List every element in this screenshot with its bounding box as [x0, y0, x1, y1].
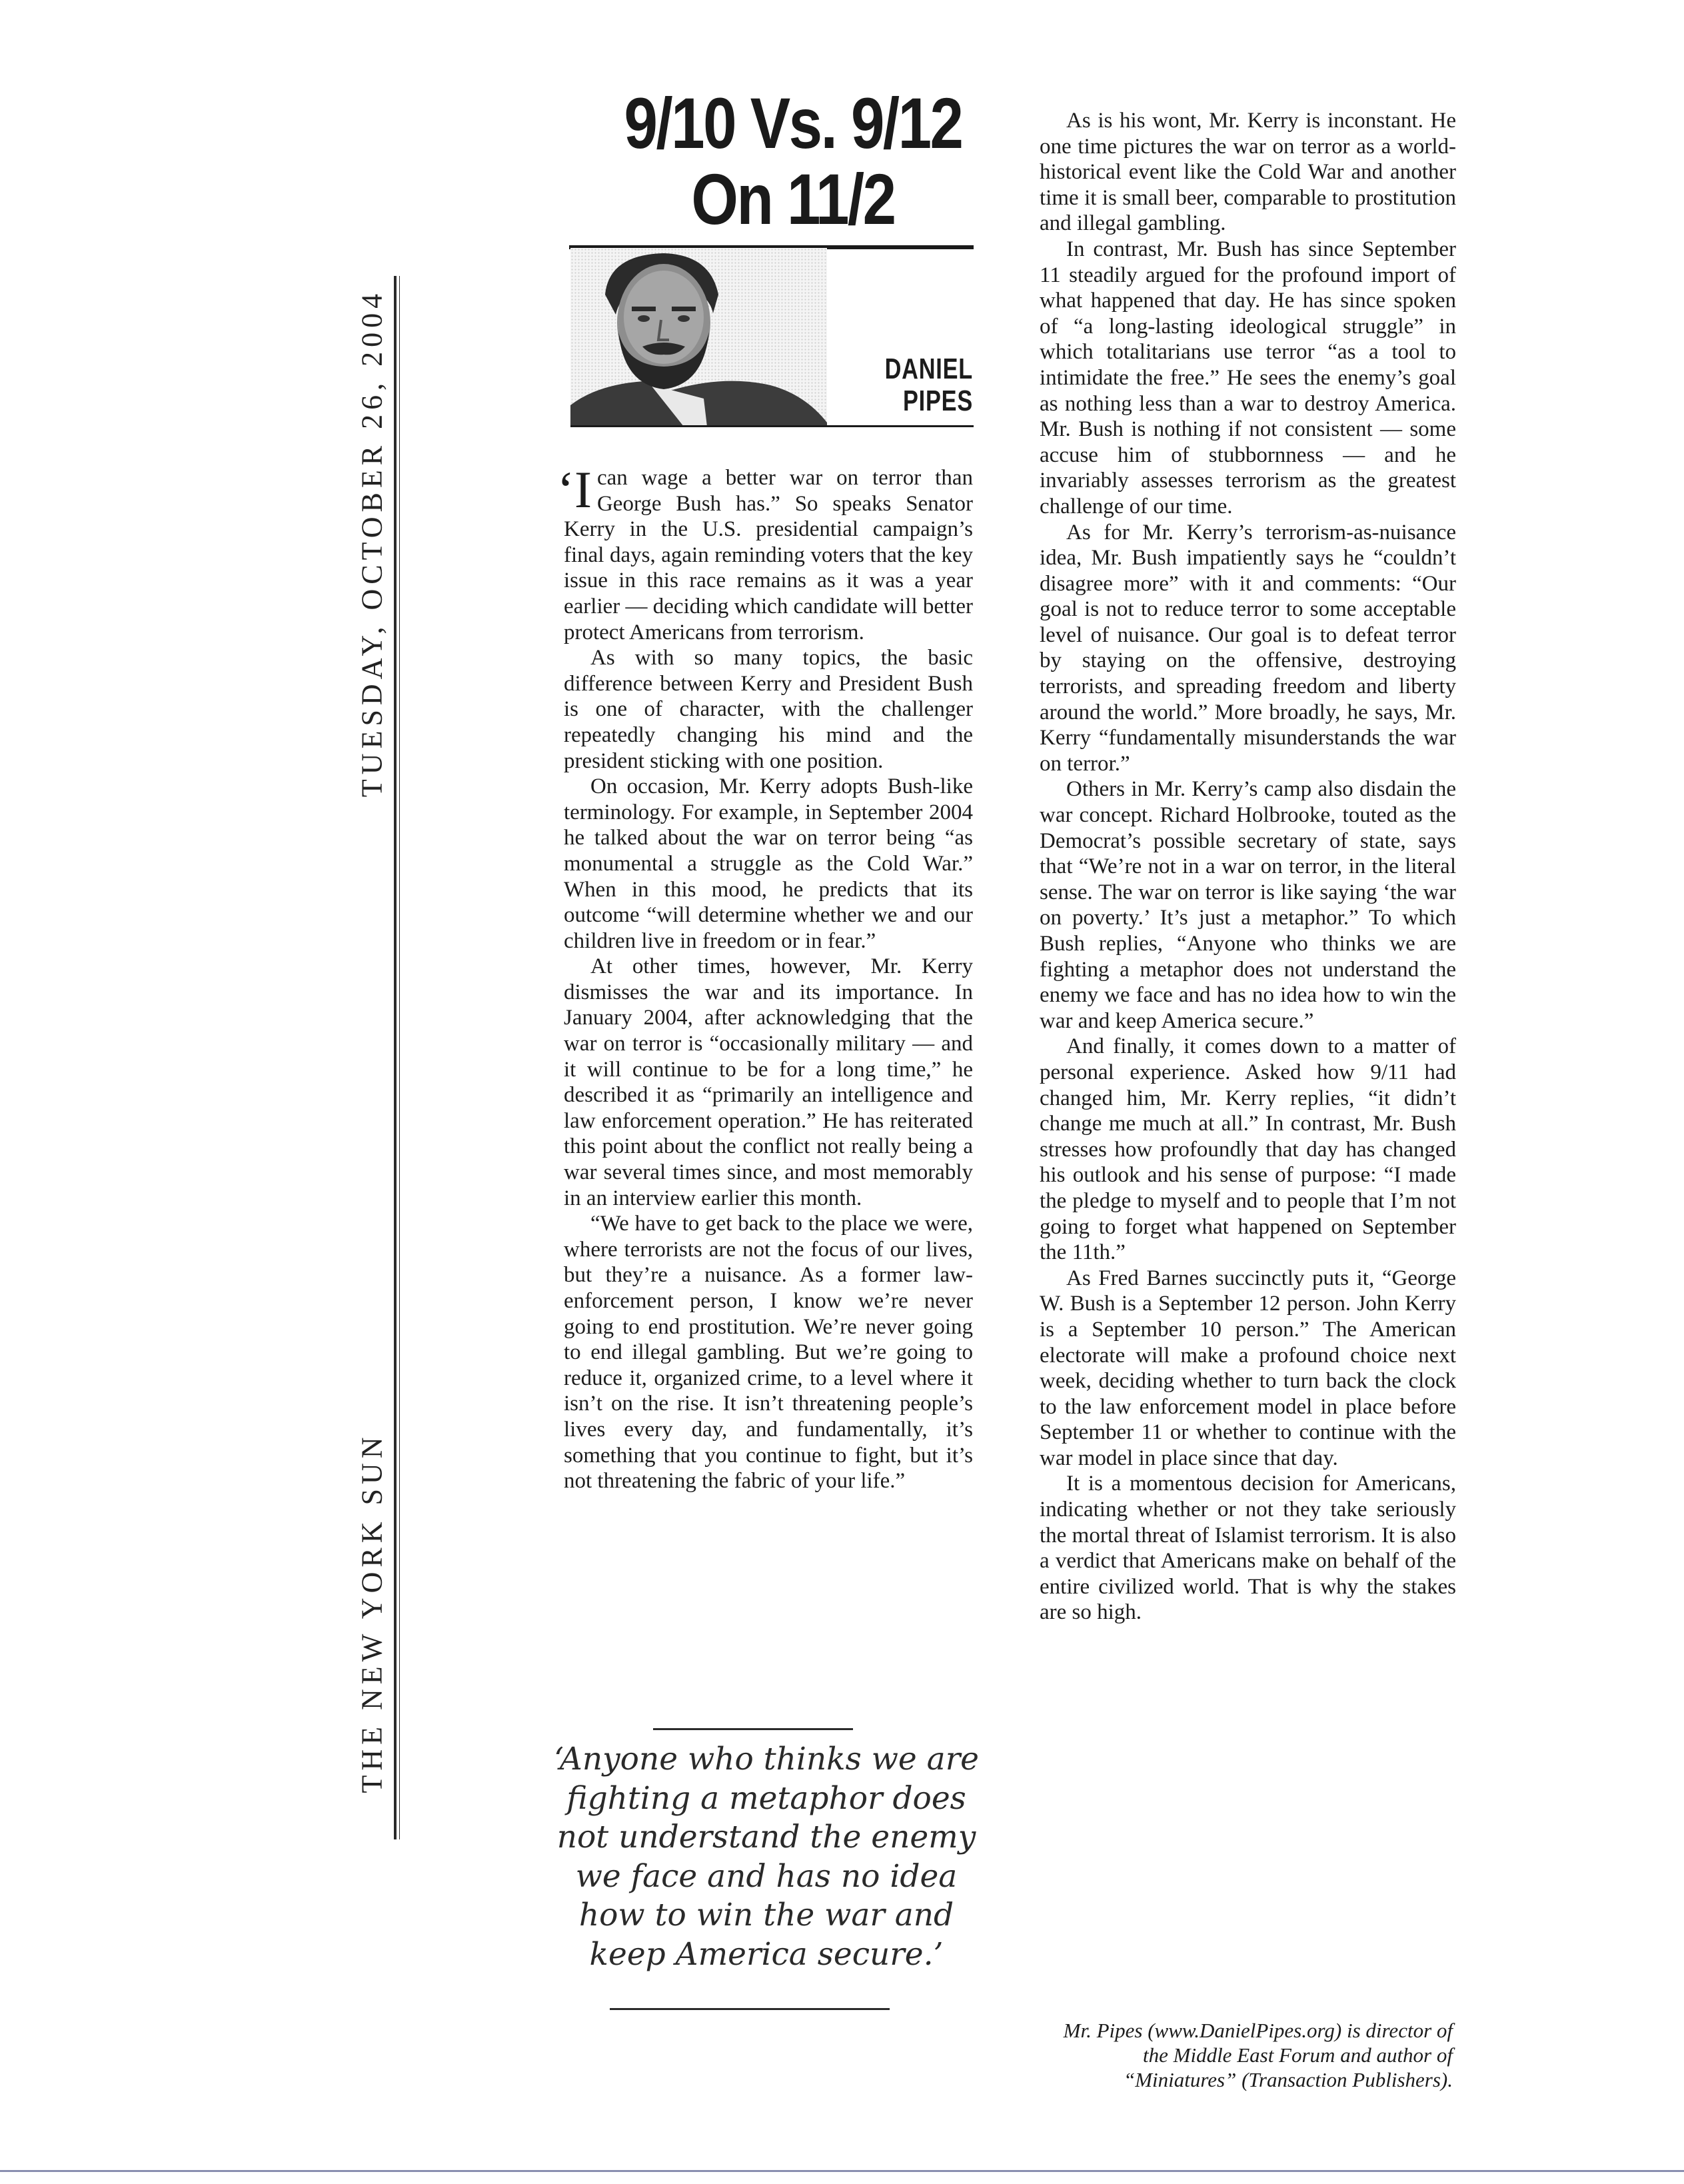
paragraph-text: can wage a better war on terror than George Bush has.” So speaks Senator Kerry in the U.S. presidential campaign’s final days, again reminding voters that the key issue in this race remains as it was a year earlier — deciding which candidate will better protect Americans from terrorism. [564, 466, 973, 644]
article-column-1 [557, 461, 973, 1494]
author-photo [570, 248, 827, 427]
photo-rule [570, 425, 974, 427]
dropcap [557, 461, 592, 519]
paragraph: “We have to get back to the place we were, where terrorists are not the focus of our lives, but they’re a nuisance. As a former law-enforcement person, I know we’re never going to end prostitution. We’re never going to end illegal gambling. But we’re going to reduce it, organized crime, to a level where it isn’t on the rise. It isn’t threatening people’s lives every day, and fundamentally, it’s something that you continue to fight, but it’s not threatening the fabric of your life.” [564, 1212, 973, 1494]
dateline: TUESDAY, OCTOBER 26, 2004 [355, 289, 389, 798]
author-last-name: PIPES [902, 385, 973, 417]
paragraph: In contrast, Mr. Bush has since September 11 steadily argued for the profound import of what happened that day. He has since spoken of “a long-lasting ideological struggle” in which totalitarians use terror “as a tool to intimidate the free.” He sees the enemy’s goal as nothing less than a war to destroy America. Mr. Bush is nothing if not consistent — some accuse him of stubbornness — and he invariably assesses terrorism as the greatest challenge of our time. [1040, 237, 1456, 519]
author-first-name: DANIEL [884, 353, 973, 385]
masthead-rule [394, 276, 397, 1839]
scan-edge-line [0, 2170, 1684, 2172]
paragraph: And finally, it comes down to a matter of personal experience. Asked how 9/11 had changed him, Mr. Kerry replies, “it didn’t change me much at all.” In contrast, Mr. Bush stresses how profoundly that day has changed his outlook and his sense of purpose: “I made the pledge to myself and to people that I’m not going to forget what happened on September the 11th.” [1040, 1034, 1456, 1265]
pullquote: ‘Anyone who thinks we are fighting a metaphor does not understand the enemy we face and has no idea how to win the war and keep America secure.’ [554, 1741, 979, 1973]
dropcap-letter: I [574, 461, 592, 519]
paragraph: At other times, however, Mr. Kerry dismisses the war and its importance. In January 2004, after acknowledging that the war on terror is “occasionally military — and it will continue to be for a long time,” he described it as “primarily an intelligence and law enforcement operation.” He has reiterated this point about the conflict not really being a war several times since, and most memorably in an interview earlier this month. [564, 954, 973, 1210]
paragraph: Others in Mr. Kerry’s camp also disdain the war concept. Richard Holbrooke, touted as the Democrat’s possible secretary of state, says that “We’re not in a war on terror, in the literal sense. The war on terror is like saying ‘the war on poverty.’ It’s just a metaphor.” To which Bush replies, “Anyone who thinks we are fighting a metaphor does not understand the enemy we face and has no idea how to win the war and keep America secure.” [1040, 777, 1456, 1033]
article-column-2 [1040, 108, 1456, 1626]
paragraph: As with so many topics, the basic difference between Kerry and President Bush is one of character, with the challenger repeatedly changing his mind and the president sticking with one position. [564, 646, 973, 773]
paragraph: It is a momentous decision for Americans, indicating whether or not they take seriously the mortal threat of Islamist terrorism. It is also a verdict that Americans make on behalf of the entire civilized world. That is why the stakes are so high. [1040, 1472, 1456, 1625]
open-quote: ‘ [557, 461, 574, 519]
paragraph: On occasion, Mr. Kerry adopts Bush-like terminology. For example, in September 2004 he talked about the war on terror being “as monumental a struggle as the Cold War.” When in this mood, he predicts that its outcome “will determine whether we and our children live in freedom or in fear.” [564, 774, 973, 953]
paragraph: As for Mr. Kerry’s terrorism-as-nuisance idea, Mr. Bush impatiently says he “couldn’t disagree more” with it and comments: “Our goal is not to reduce terror to some acceptable level of nuisance. Our goal is to defeat terror by staying on the offensive, destroying terrorists, and spreading freedom and liberty around the world.” More broadly, he says, Mr. Kerry “fundamentally misunderstands the war on terror.” [1040, 520, 1456, 776]
pullquote-rule-bottom [610, 2008, 890, 2010]
author-bio: Mr. Pipes (www.DanielPipes.org) is director of the Middle East Forum and author of “Miniatures” (Transaction Publishers). [1063, 2019, 1453, 2091]
paragraph: As is his wont, Mr. Kerry is inconstant. He one time pictures the war on terror as a world-historical event like the Cold War and another time it is small beer, comparable to prostitution and illegal gambling. [1040, 109, 1456, 236]
author-byline [869, 353, 973, 417]
headline [586, 85, 1000, 237]
pullquote-rule-top [653, 1728, 853, 1730]
headline-line-2: On 11/2 [691, 159, 895, 239]
masthead-rule-thin [399, 276, 400, 1839]
headline-line-1: 9/10 Vs. 9/12 [624, 83, 962, 163]
paragraph [557, 461, 973, 645]
paragraph: As Fred Barnes succinctly puts it, “George W. Bush is a September 12 person. John Kerry is a September 10 person.” The American electorate will make a profound choice next week, deciding whether to turn back the clock to the law enforcement model in place before September 11 or whether to continue with the war model in place since that day. [1040, 1266, 1456, 1470]
publication-name: THE NEW YORK SUN [355, 1432, 389, 1793]
